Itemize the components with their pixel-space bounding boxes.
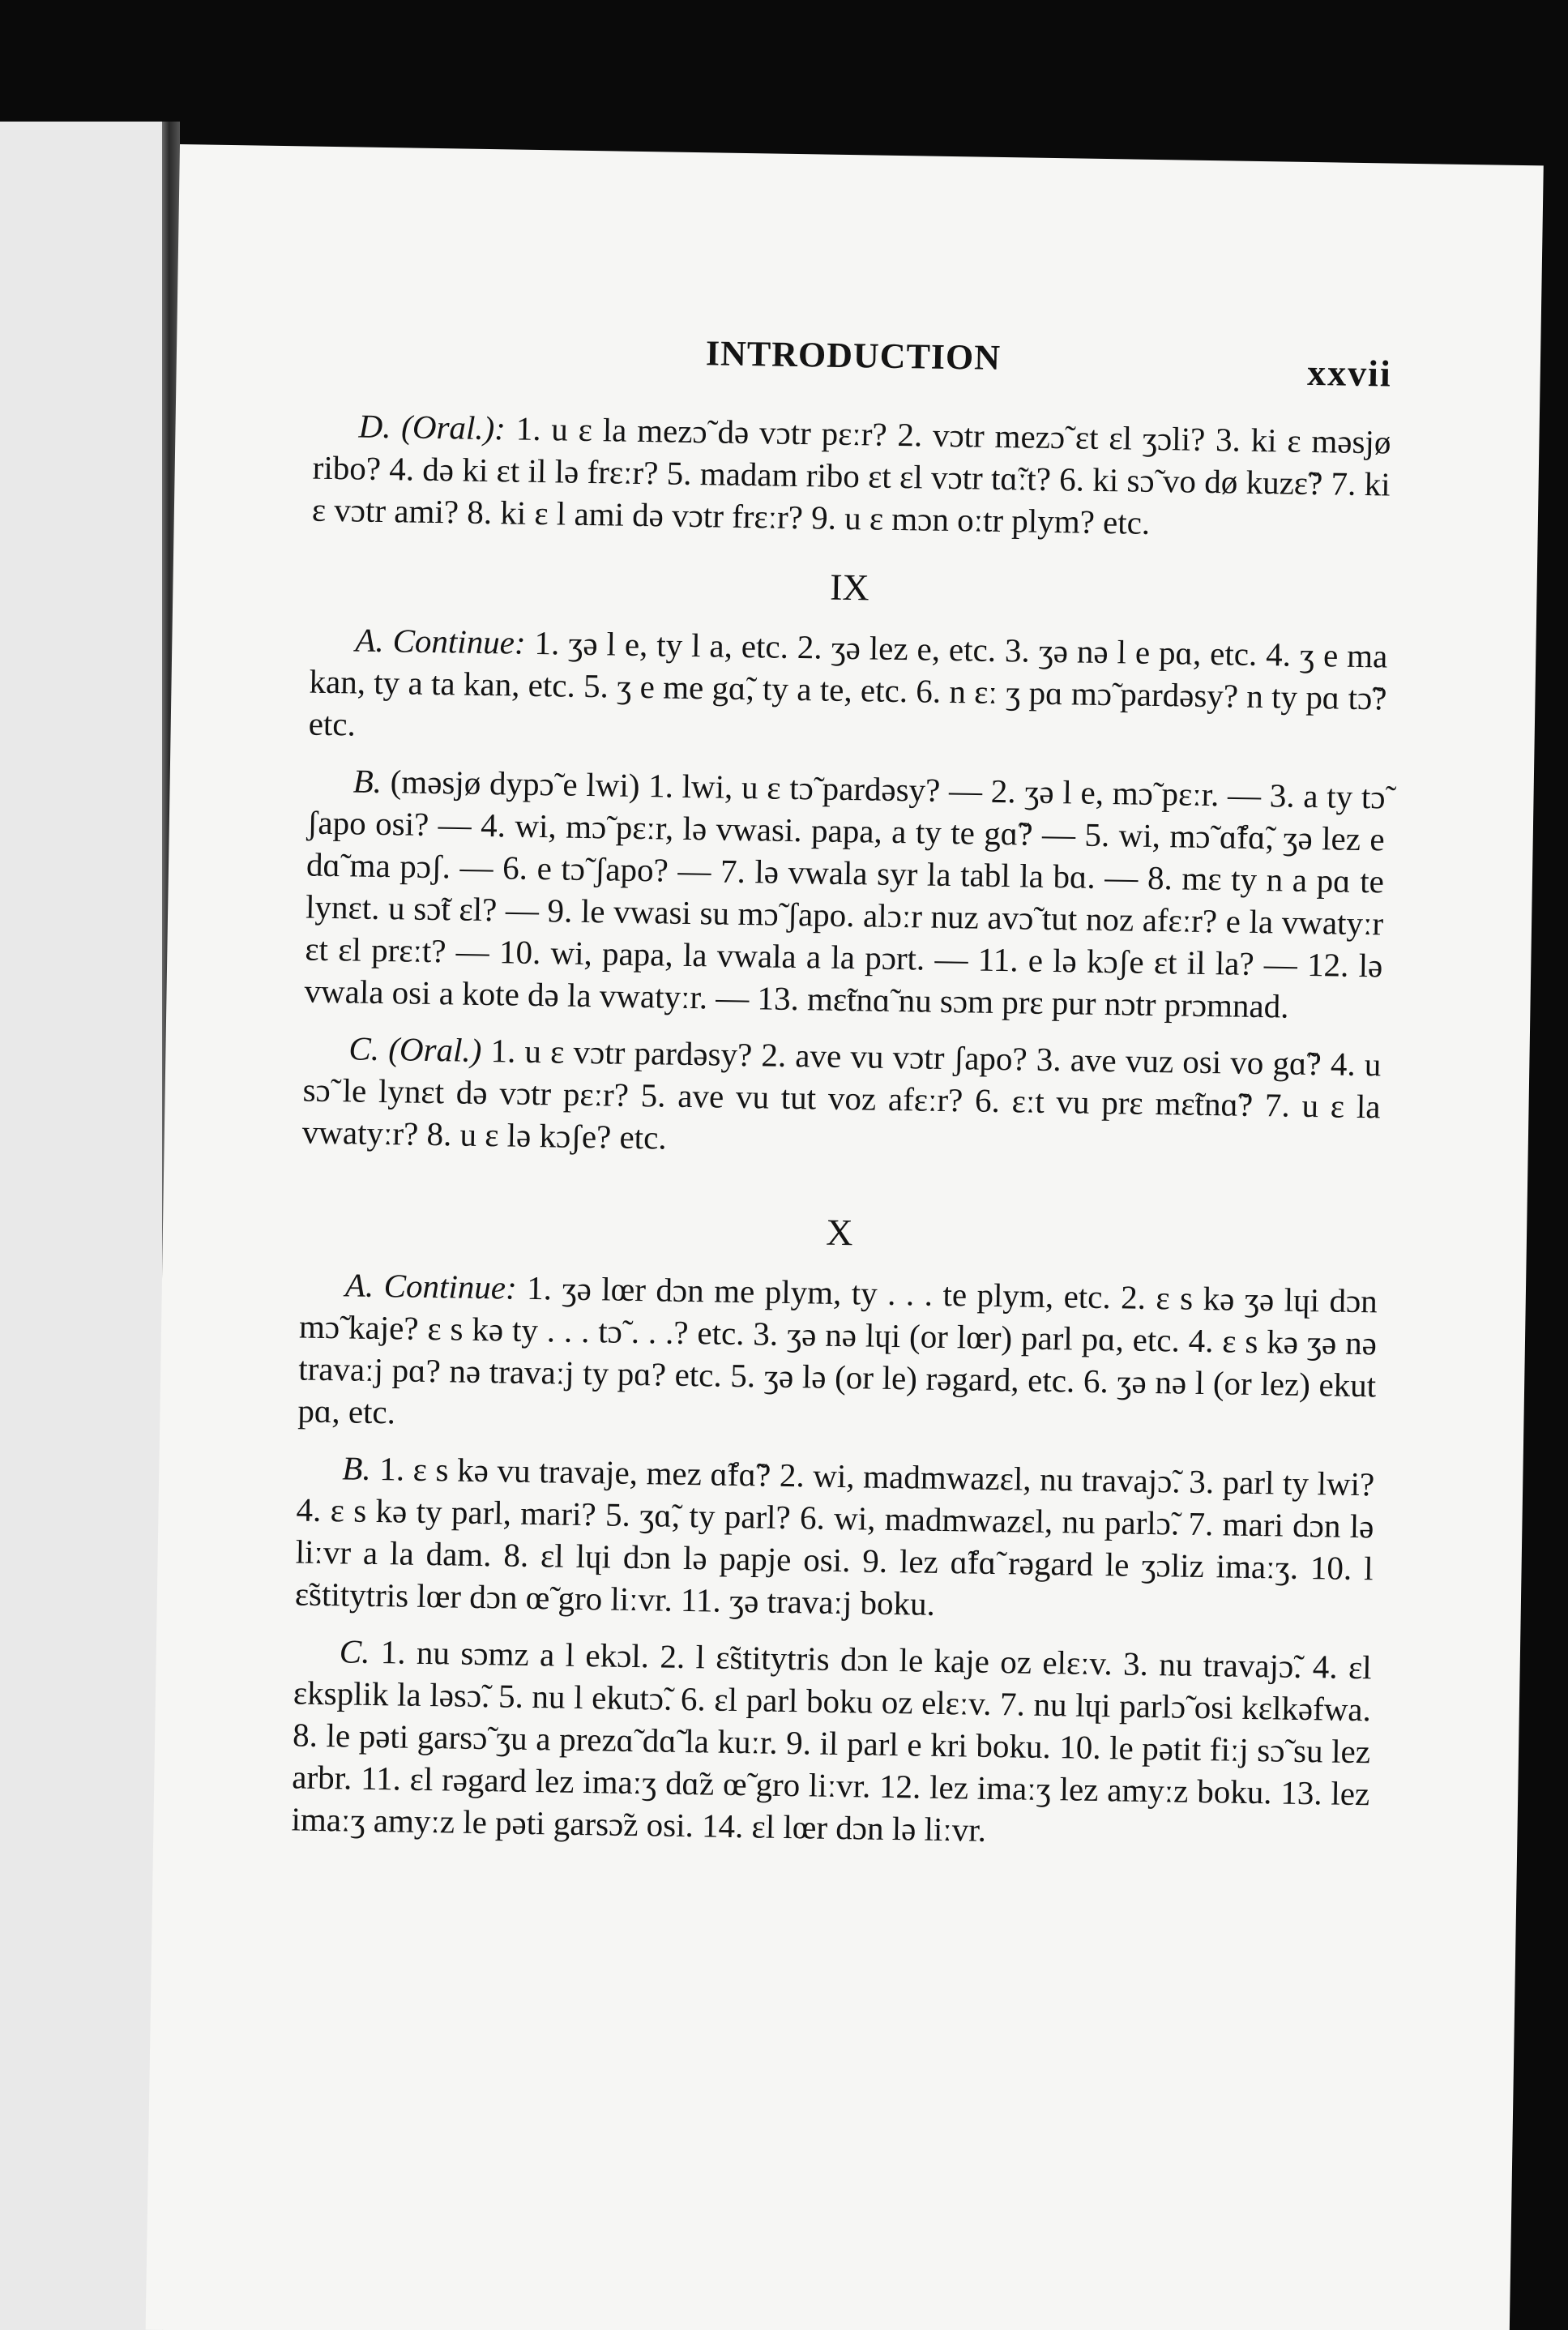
book-page xyxy=(146,144,1544,2330)
exercise-text: 1. u ɛ vɔtr pardəsy? 2. ave vu vɔtr ʃapo? 3. ave vuz osi vo gɑ̃? 4. u sɔ̃ le lynɛt də vɔtr pɛːr? 5. ave vu tut voz afɛːr? 6. ɛːt vu prɛ mɛ̃tnɑ̃? 7. u ɛ la vwatyːr? 8. u ɛ lə kɔʃe? etc. xyxy=(301,1032,1382,1156)
exercise-x-a xyxy=(297,1263,1378,1449)
exercise-d-oral xyxy=(312,404,1391,548)
exercise-letter: B. xyxy=(352,762,382,801)
running-head xyxy=(314,327,1392,400)
facing-page-edge xyxy=(0,122,166,2330)
exercise-label: (Oral.) xyxy=(387,1030,482,1069)
exercise-text: (məsjø dypɔ̃ e lwi) 1. lwi, u ɛ tɔ̃ pardəsy? — 2. ʒə l e, mɔ̃ pɛːr. — 3. a ty tɔ̃ ʃapo osi? — 4. wi, mɔ̃ pɛːr, lə vwasi. papa, a ty te gɑ̃? — 5. wi, mɔ̃ ɑ̃fɑ̃, ʒə lez e dɑ̃ ma pɔʃ. — 6. e tɔ̃ ʃapo? — 7. lə vwala syr la tabl la bɑ. — 8. mɛ ty n a pɑ te lynɛt. u sɔ̃t ɛl? — 9. le vwasi su mɔ̃ ʃapo. alɔːr nuz avɔ̃ tut noz afɛːr? e la vwatyːr ɛt ɛl prɛːt? — 10. wi, papa, la vwala a la pɔrt. — 11. e lə kɔʃe ɛt il la? — 12. lə vwala osi a kote də la vwatyːr. — 13. mɛ̃tnɑ̃ nu sɔm prɛ pur nɔtr prɔmnad. xyxy=(304,763,1386,1025)
exercise-letter: D. xyxy=(358,407,391,446)
exercise-text: 1. u ɛ la mezɔ̃ də vɔtr pɛːr? 2. vɔtr mezɔ̃ ɛt ɛl ʒɔli? 3. ki ɛ məsjø ribo? 4. də ki ɛt il lə frɛːr? 5. madam ribo ɛt ɛl vɔtr tɑ̃ːt? 6. ki sɔ̃ vo dø kuzɛ̃? 7. ki ɛ vɔtr ami? 8. ki ɛ l ami də vɔtr frɛːr? 9. u ɛ mɔn oːtr plym? etc. xyxy=(311,409,1391,541)
exercise-letter: B. xyxy=(342,1449,372,1487)
exercise-ix-a xyxy=(308,618,1387,762)
exercise-letter: C. xyxy=(348,1029,380,1068)
exercise-x-b xyxy=(295,1446,1375,1631)
page-number: xxvii xyxy=(1306,351,1393,395)
exercise-letter: A. xyxy=(355,621,385,660)
exercise-text: 1. ʒə l e, ty l a, etc. 2. ʒə lez e, etc. 3. ʒə nə l e pɑ, etc. 4. ʒ e ma kan, ty a ta kan, etc. 5. ʒ e me gɑ̃, ty a te, etc. 6. n ɛː ʒ pɑ mɔ̃ pardəsy? n ty pɑ tɔ̃? etc. xyxy=(308,623,1388,743)
exercise-label: (Oral.): xyxy=(400,408,506,447)
exercise-ix-b xyxy=(304,759,1386,1029)
exercise-letter: A. xyxy=(344,1266,374,1304)
exercise-label: Continue: xyxy=(383,1267,518,1306)
exercise-text: 1. ɛ s kə vu travaje, mez ɑ̃fɑ̃? 2. wi, madmwazɛl, nu travajɔ̃. 3. parl ty lwi? 4. ɛ s kə ty parl, mari? 5. ʒɑ̃, ty parl? 6. wi, madmwazɛl, nu parlɔ̃. 7. mari dɔn lə liːvr a la dam. 8. ɛl lɥi dɔn lə papje osi. 9. lez ɑ̃fɑ̃ rəgard le ʒɔliz imaːʒ. 10. l ɛ̃stitytris lœr dɔn œ̃ gro liːvr. 11. ʒə travaːj boku. xyxy=(294,1450,1375,1622)
exercise-label: Continue: xyxy=(392,622,526,661)
section-heading-ix: IX xyxy=(829,566,870,609)
exercise-text: 1. ʒə lœr dɔn me plym, ty . . . te plym, etc. 2. ɛ s kə ʒə lɥi dɔn mɔ̃ kaje? ɛ s kə ty . . . tɔ̃ . . .? etc. 3. ʒə nə lɥi (or lœr) parl pɑ, etc. 4. ɛ s kə ʒə nə travaːj pɑ? nə travaːj ty pɑ? etc. 5. ʒə lə (or le) rəgard, etc. 6. ʒə nə l (or lez) ekut pɑ, etc. xyxy=(297,1268,1378,1431)
section-heading-x: X xyxy=(825,1211,854,1254)
exercise-letter: C. xyxy=(339,1632,370,1670)
exercise-x-c xyxy=(291,1629,1372,1857)
exercise-ix-c xyxy=(301,1027,1381,1170)
running-title: INTRODUCTION xyxy=(705,333,1002,378)
exercise-text: 1. nu sɔmz a l ekɔl. 2. l ɛ̃stitytris dɔn le kaje oz elɛːv. 3. nu travajɔ̃. 4. ɛl ɛksplik la ləsɔ̃. 5. nu l ekutɔ̃. 6. ɛl parl boku oz elɛːv. 7. nu lɥi parlɔ̃ osi kɛlkəfwa. 8. le pəti garsɔ̃ ʒu a prezɑ̃ dɑ̃ la kuːr. 9. il parl e kri boku. 10. le pətit fiːj sɔ̃ su lez arbr. 11. ɛl rəgard lez imaːʒ dɑ̃z œ̃ gro liːvr. 12. lez imaːʒ lez amyːz boku. 13. lez imaːʒ amyːz le pəti garsɔ̃z osi. 14. ɛl lœr dɔn lə liːvr. xyxy=(291,1633,1373,1849)
page-body xyxy=(291,327,1392,1872)
